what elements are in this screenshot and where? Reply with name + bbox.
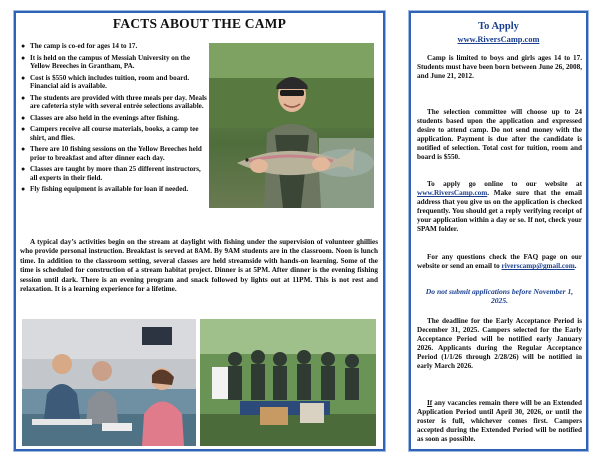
submission-date-note: Do not submit applications before November 1, 2025. (425, 287, 574, 306)
extended-period-paragraph: If any vacancies remain there will be an Extended Application Period until April 30, 2026, or until the roster is full, whichever comes first. Campers accepted during the Extended Period will be notified as soon as possible. (417, 399, 582, 444)
classroom-illustration (22, 319, 196, 446)
email-link[interactable]: riverscamp@gmail.com (501, 262, 575, 271)
fact-item: ● Cost is $550 which includes tuition, room and board. Financial aid is available. (21, 73, 190, 90)
eligibility-paragraph: Camp is limited to boys and girls ages 14 to 17. Students must have been born between June 26, 2008, and June 21, 2012. (417, 54, 582, 81)
classroom-photo (22, 319, 196, 446)
camper-with-trout-photo (209, 43, 374, 208)
facts-title: FACTS ABOUT THE CAMP (112, 16, 287, 31)
bullet-icon: ● (21, 113, 26, 122)
bullet-icon: ● (21, 73, 26, 82)
deadlines-paragraph: The deadline for the Early Acceptance Period is December 31, 2025. Campers selected for the Early Acceptance Period will be notified early January 2026. Applicants during the Regular Acceptance Period (1/1/26 through 2/28/26) will be notified in early March 2026. (417, 317, 582, 371)
apply-online-paragraph: To apply go online to our website at www.RiversCamp.com. Make sure that the email address that you give us on the application is checked frequently. You should get a reply verifying receipt of your application within a day or so. If not, check your SPAM folder. (417, 180, 582, 234)
questions-paragraph: For any questions check the FAQ page on our website or send an email to riverscamp@gmail.com. (417, 253, 582, 271)
website-link[interactable]: www.RiversCamp.com (457, 35, 540, 44)
streamside-group-photo (200, 319, 376, 446)
fact-item: ● The camp is co-ed for ages 14 to 17. (21, 42, 138, 50)
fact-item: ● Classes are taught by more than 25 different instructors, all experts in their field. (21, 165, 201, 182)
facts-list (20, 42, 208, 197)
bullet-icon: ● (21, 185, 26, 194)
apply-panel (409, 11, 588, 451)
bullet-icon: ● (21, 125, 26, 134)
fact-item: ● The students are provided with three meals per day. Meals are cafeteria style with several entrée selections available. (21, 93, 207, 110)
bullet-icon: ● (21, 93, 26, 102)
fact-item: ● Campers receive all course materials, books, a camp tee shirt, and flies. (21, 125, 199, 142)
fact-item: ● Fly fishing equipment is available for loan if needed. (21, 185, 189, 194)
selection-paragraph: The selection committee will choose up to 24 students based upon the application and expressed desire to attend camp. Do not send money with the application. Payment is due after the candidate is notified of selection. Total cost for tuition, room and board is $550. (417, 108, 582, 162)
camper-with-trout-illustration (209, 43, 374, 208)
fact-item: ● Classes are also held in the evenings after fishing. (21, 113, 179, 122)
bullet-icon: ● (21, 42, 26, 50)
apply-title: To Apply (478, 21, 519, 32)
typical-day-paragraph: A typical day’s activities begin on the stream at daylight with fishing under the supervision of volunteer ghillies who provide personal instruction. Breakfast is served at 8AM. By 9AM students are in the classroom. Noon is lunch time. In addition to the classroom setting, several classes are held streamside with hands-on learning. Some of the time is scheduled for construction of a stream habitat project. Dinner is at 5PM. After dinner is the evening fishing session until dark. There is an evening program and snack followed by lights out at 11PM. This is not rest and relaxation. It is a learning experience for a lifetime. (20, 238, 378, 294)
streamside-illustration (200, 319, 376, 446)
bullet-icon: ● (21, 165, 26, 174)
facts-panel (14, 11, 385, 451)
bullet-icon: ● (21, 53, 26, 62)
bullet-icon: ● (21, 145, 26, 154)
fact-item: ● It is held on the campus of Messiah University on the Yellow Breeches in Grantham, PA. (21, 53, 191, 70)
fact-item: ● There are 10 fishing sessions on the Yellow Breeches held prior to breakfast and after dinner each day. (21, 145, 202, 162)
website-inline-link[interactable]: www.RiversCamp.com (417, 189, 488, 198)
